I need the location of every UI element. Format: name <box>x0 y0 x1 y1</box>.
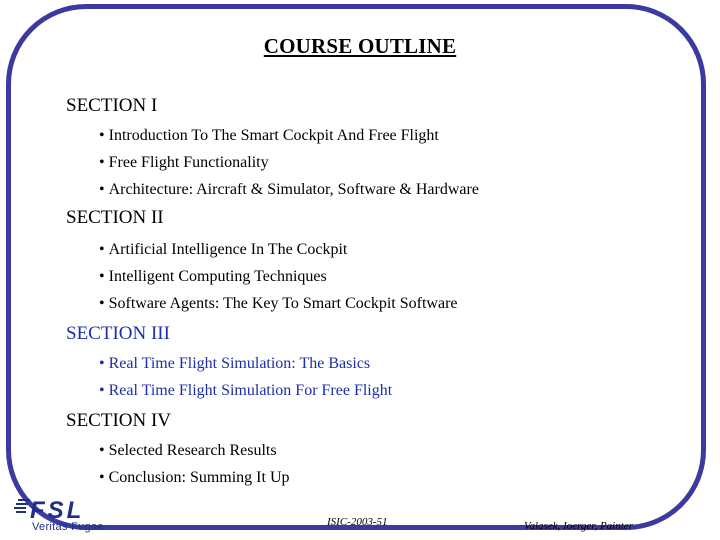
footer-code: ISIC-2003-51 <box>327 516 388 528</box>
item-text: Selected Research Results <box>108 442 277 459</box>
bullet: • <box>99 181 105 198</box>
bullet: • <box>99 295 105 312</box>
section-1-item-2 <box>99 154 269 172</box>
bullet: • <box>99 154 105 171</box>
item-text: Real Time Flight Simulation: The Basics <box>108 355 371 372</box>
logo-text: FSL <box>30 497 85 524</box>
item-text: Real Time Flight Simulation For Free Flight <box>108 382 393 399</box>
slide-title: COURSE OUTLINE <box>263 34 457 58</box>
item-text: Conclusion: Summing It Up <box>108 469 290 486</box>
footer-authors: Valasek, Ioerger, Painter <box>524 520 633 532</box>
section-1-item-1 <box>99 127 439 145</box>
bullet: • <box>99 355 105 372</box>
section-2-item-1 <box>99 241 347 259</box>
bullet: • <box>99 241 105 258</box>
bullet: • <box>99 442 105 459</box>
section-2-item-2 <box>99 268 327 286</box>
section-4-item-1 <box>99 442 277 460</box>
bullet: • <box>99 469 105 486</box>
section-2-heading: SECTION II <box>66 207 164 228</box>
bullet: • <box>99 382 105 399</box>
item-text: Intelligent Computing Techniques <box>108 268 327 285</box>
section-1-item-3 <box>99 181 479 199</box>
section-2-item-3 <box>99 295 458 313</box>
logo-subtitle: Veritas Fugae <box>32 521 104 533</box>
item-text: Software Agents: The Key To Smart Cockpit Software <box>108 295 458 312</box>
section-1-heading: SECTION I <box>66 95 158 116</box>
bullet: • <box>99 268 105 285</box>
item-text: Introduction To The Smart Cockpit And Free Flight <box>108 127 439 144</box>
section-3-heading: SECTION III <box>66 323 170 344</box>
item-text: Architecture: Aircraft & Simulator, Software & Hardware <box>108 181 479 198</box>
item-text: Free Flight Functionality <box>108 154 269 171</box>
section-4-item-2 <box>99 469 290 487</box>
item-text: Artificial Intelligence In The Cockpit <box>108 241 348 258</box>
bullet: • <box>99 127 105 144</box>
section-3-item-1 <box>99 355 370 373</box>
section-4-heading: SECTION IV <box>66 410 172 431</box>
section-3-item-2 <box>99 382 392 400</box>
